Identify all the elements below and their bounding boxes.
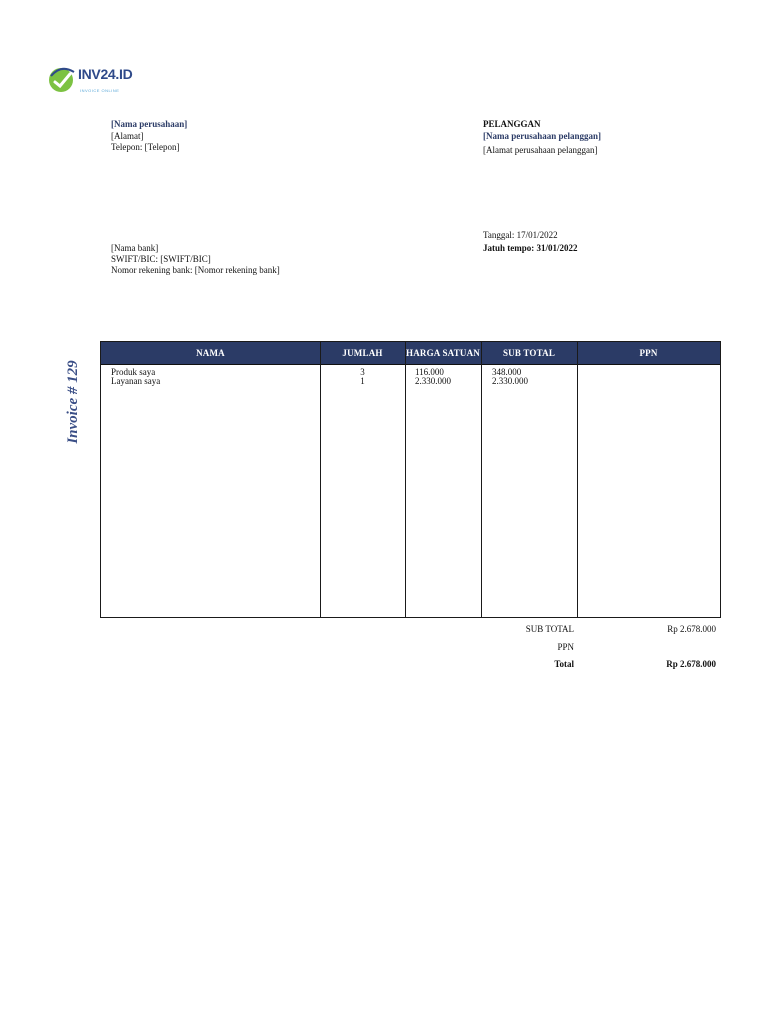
row-item-unit-price: 2.330.000 (415, 376, 451, 386)
column-divider (405, 342, 406, 617)
column-header-ppn: PPN (639, 348, 658, 358)
logo-wordmark: INV24.ID (78, 66, 133, 82)
due-date: Jatuh tempo: 31/01/2022 (483, 243, 578, 253)
row-item-name: Produk saya (111, 367, 156, 377)
row-item-subtotal: 348.000 (492, 367, 522, 377)
subtotal-value: Rp 2.678.000 (667, 624, 716, 634)
column-header-qty: JUMLAH (342, 348, 383, 358)
seller-address: [Alamat] (111, 131, 144, 141)
column-header-unit-price: HARGA SATUAN (406, 348, 480, 358)
customer-company: [Nama perusahaan pelanggan] (483, 131, 602, 141)
bank-swift: SWIFT/BIC: [SWIFT/BIC] (111, 254, 211, 264)
items-table (100, 341, 721, 618)
row-item-qty: 1 (360, 376, 365, 386)
customer-heading: PELANGGAN (483, 119, 541, 129)
ppn-label: PPN (557, 642, 574, 652)
row-item-name: Layanan saya (111, 376, 161, 386)
invoice-date: Tanggal: 17/01/2022 (483, 230, 558, 240)
column-header-name: NAMA (196, 348, 225, 358)
logo-tagline: INVOICE ONLINE (80, 88, 120, 93)
company-logo (46, 64, 136, 98)
subtotal-label: SUB TOTAL (525, 624, 574, 634)
table-header (101, 342, 720, 365)
column-divider (481, 342, 482, 617)
seller-company: [Nama perusahaan] (111, 119, 188, 129)
column-header-subtotal: SUB TOTAL (502, 348, 556, 358)
logo-icon (46, 64, 80, 98)
row-item-qty: 3 (360, 367, 365, 377)
bank-name: [Nama bank] (111, 243, 159, 253)
bank-account: Nomor rekening bank: [Nomor rekening bank] (111, 265, 280, 275)
seller-phone: Telepon: [Telepon] (111, 142, 180, 152)
row-item-subtotal: 2.330.000 (492, 376, 528, 386)
row-item-unit-price: 116.000 (415, 367, 444, 377)
total-label: Total (554, 659, 574, 669)
total-value: Rp 2.678.000 (666, 659, 716, 669)
customer-address: [Alamat perusahaan pelanggan] (483, 145, 598, 155)
invoice-number-label: Invoice # 129 (65, 360, 81, 444)
column-divider (577, 342, 578, 617)
